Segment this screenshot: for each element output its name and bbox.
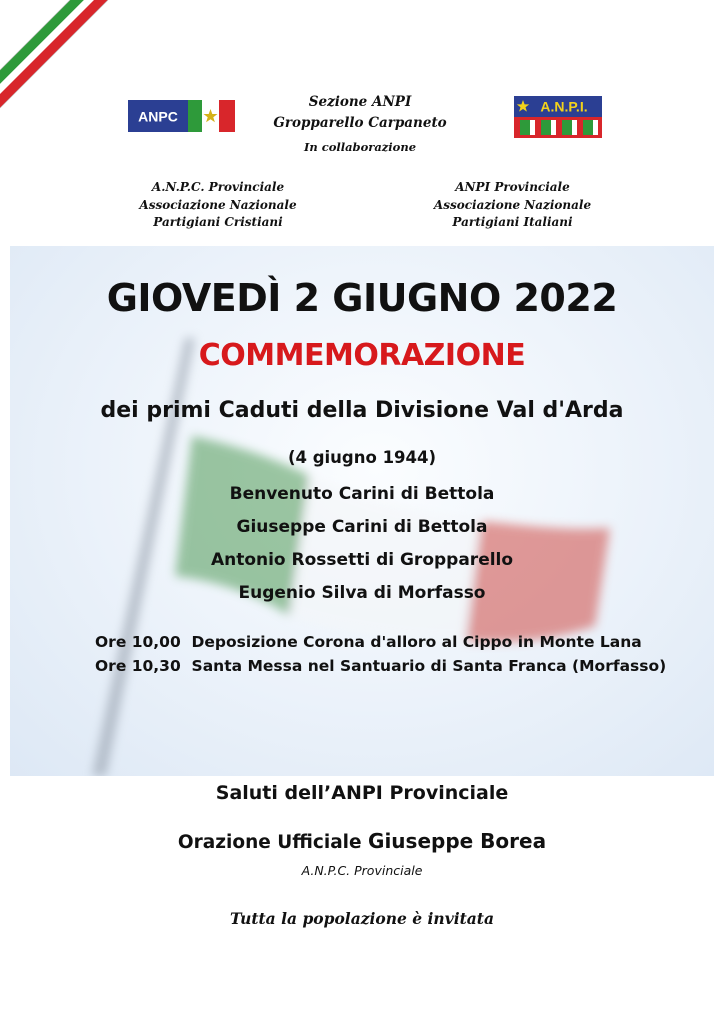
speech-label: Orazione Ufficiale — [177, 832, 362, 853]
event-historical-date: (4 giugno 1944) — [287, 448, 437, 467]
fallen-names-list — [10, 478, 714, 610]
fallen-name: Eugenio Silva di Morfasso — [238, 583, 486, 603]
schedule-item: Ore 10,30 Santa Messa nel Santuario di Santa Franca (Morfasso) — [95, 657, 667, 675]
anpi-assoc-line: ANPI Provinciale — [455, 180, 570, 194]
tricolor-corner-ribbon — [0, 0, 115, 120]
anpi-association-block — [405, 179, 620, 232]
event-date: GIOVEDÌ 2 GIUGNO 2022 — [106, 276, 618, 320]
invitation-line: Tutta la popolazione è invitata — [229, 909, 495, 928]
section-location: Gropparello Carpaneto — [273, 115, 447, 131]
fallen-name: Giuseppe Carini di Bettola — [236, 517, 488, 537]
anpc-assoc-line: Partigiani Cristiani — [153, 215, 283, 229]
anpc-assoc-line: A.N.P.C. Provinciale — [151, 180, 285, 194]
event-subtitle: dei primi Caduti della Divisione Val d'Arda — [100, 398, 624, 423]
section-header — [230, 92, 490, 154]
anpi-assoc-line: Associazione Nazionale — [433, 197, 592, 212]
anpi-logo-text: A.N.P.I. — [540, 98, 588, 115]
anpc-association-block — [118, 179, 318, 232]
event-title: COMMEMORAZIONE — [198, 338, 526, 373]
anpc-logo-text: ANPC — [138, 108, 178, 125]
fallen-name: Benvenuto Carini di Bettola — [229, 484, 495, 504]
collaboration-label: In collaborazione — [303, 140, 417, 154]
event-schedule — [95, 630, 666, 678]
anpi-logo — [514, 96, 602, 138]
section-name: Sezione ANPI — [308, 94, 412, 110]
anpi-assoc-line: Partigiani Italiani — [452, 215, 573, 229]
official-speech-line — [0, 829, 724, 853]
commemoration-banner — [10, 246, 714, 776]
greetings-line: Saluti dell’ANPI Provinciale — [215, 782, 509, 804]
anpc-logo — [128, 100, 235, 132]
schedule-item: Ore 10,00 Deposizione Corona d'alloro al Cippo in Monte Lana — [95, 633, 642, 651]
fallen-name: Antonio Rossetti di Gropparello — [210, 550, 514, 570]
speaker-affiliation: A.N.P.C. Provinciale — [301, 863, 423, 878]
anpc-assoc-line: Associazione Nazionale — [139, 197, 297, 212]
speaker-name: Giuseppe Borea — [368, 829, 547, 853]
